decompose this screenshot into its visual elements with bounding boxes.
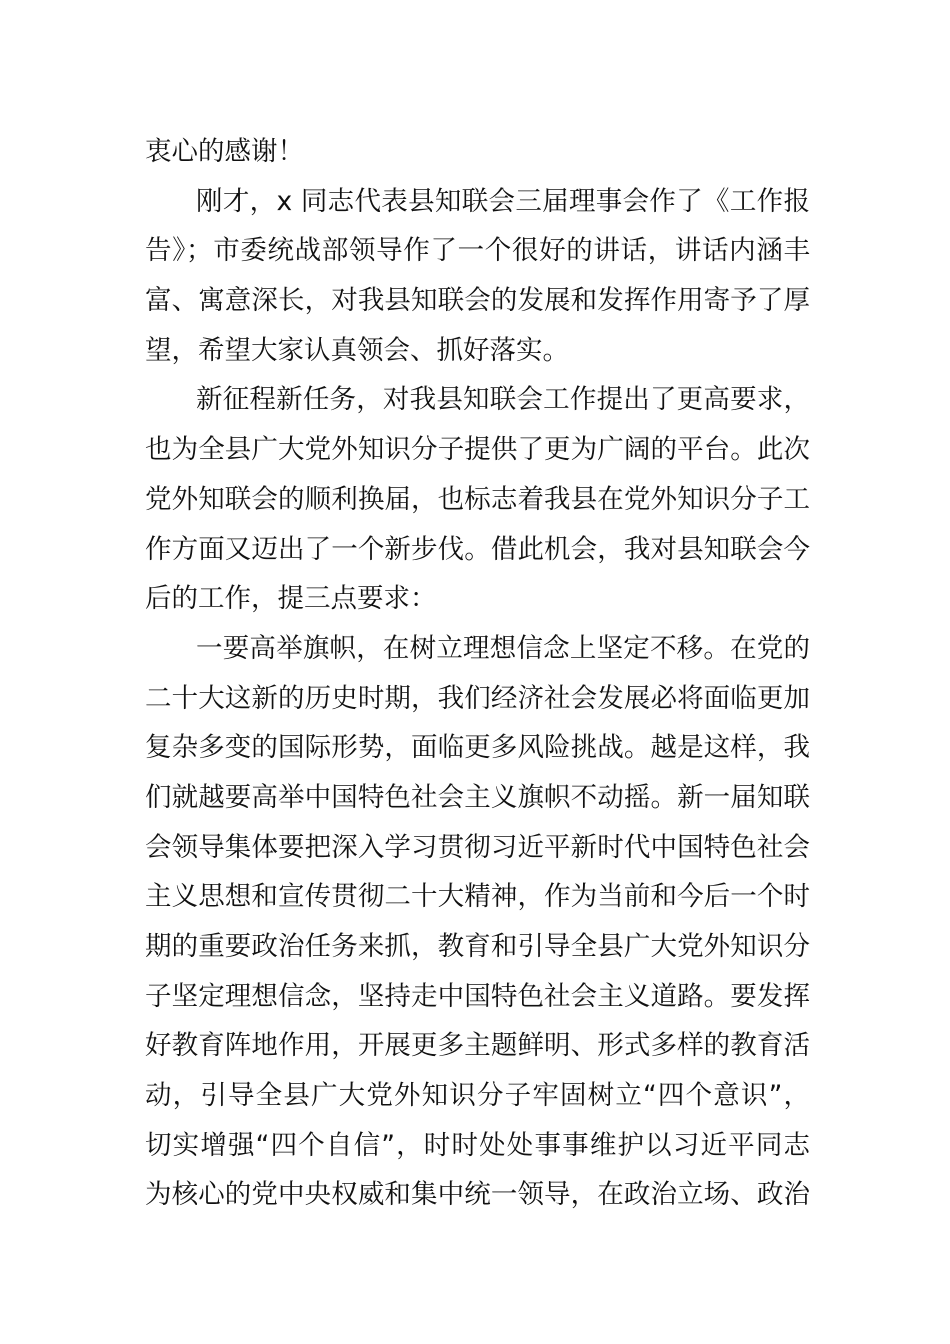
text-line: 望，希望大家认真领会、抓好落实。 [145,334,569,366]
text-line: 为核心的党中央权威和集中统一领导，在政治立场、政治 [145,1179,810,1211]
text-line: 一要高举旗帜，在树立理想信念上坚定不移。在党的 [196,632,810,664]
text-line: 也为全县广大党外知识分子提供了更为广阔的平台。此次 [145,434,810,466]
text-line: 刚才，x 同志代表县知联会三届理事会作了《工作报 [196,185,810,217]
text-line: 动，引导全县广大党外知识分子牢固树立“四个意识”， [145,1080,810,1112]
text-line: 主义思想和宣传贯彻二十大精神，作为当前和今后一个时 [145,881,810,913]
text-line: 二十大这新的历史时期，我们经济社会发展必将面临更加 [145,682,810,714]
text-line: 子坚定理想信念，坚持走中国特色社会主义道路。要发挥 [145,980,810,1012]
text-line: 衷心的感谢！ [145,136,304,167]
body-text [145,127,810,1220]
text-line: 党外知联会的顺利换届，也标志着我县在党外知识分子工 [145,483,810,515]
text-line: 们就越要高举中国特色社会主义旗帜不动摇。新一届知联 [145,781,810,813]
text-line: 后的工作，提三点要求： [145,583,437,615]
text-line: 切实增强“四个自信”，时时处处事事维护以习近平同志 [145,1129,810,1161]
text-line: 作方面又迈出了一个新步伐。借此机会，我对县知联会今 [145,533,810,565]
text-line: 好教育阵地作用，开展更多主题鲜明、形式多样的教育活 [145,1030,810,1062]
text-line: 富、寓意深长，对我县知联会的发展和发挥作用寄予了厚 [145,285,810,317]
text-line: 复杂多变的国际形势，面临更多风险挑战。越是这样，我 [145,732,810,764]
text-line: 告》；市委统战部领导作了一个很好的讲话，讲话内涵丰 [145,235,810,267]
text-line: 会领导集体要把深入学习贯彻习近平新时代中国特色社会 [145,831,810,863]
text-line: 新征程新任务，对我县知联会工作提出了更高要求， [196,384,810,416]
text-line: 期的重要政治任务来抓，教育和引导全县广大党外知识分 [145,931,810,962]
